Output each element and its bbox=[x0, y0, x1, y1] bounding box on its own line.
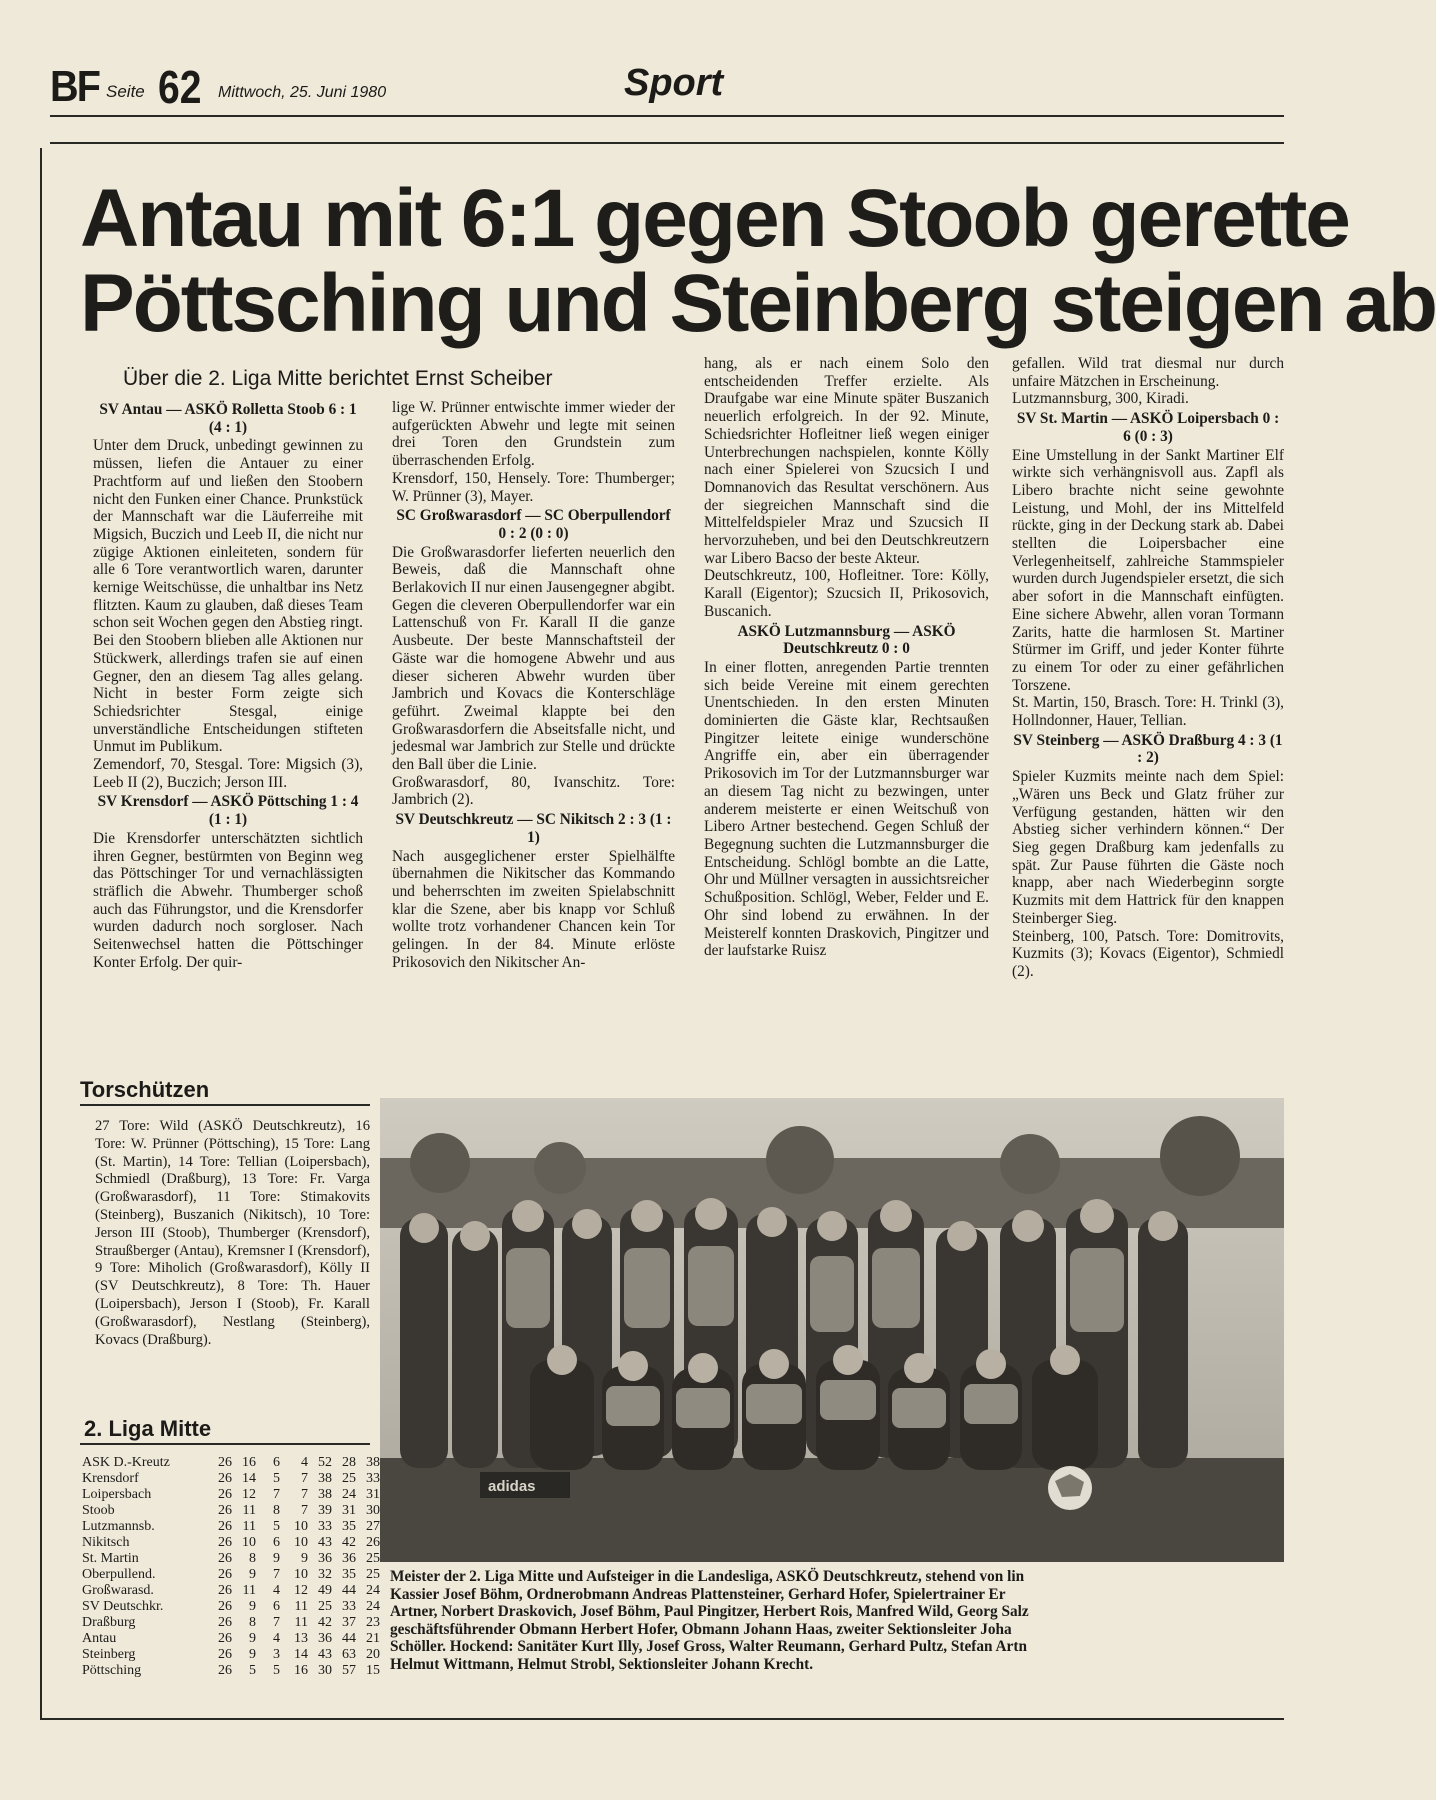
standings-value: 9 bbox=[301, 1551, 308, 1566]
standings-value: 26 bbox=[218, 1519, 232, 1534]
article-paragraph: Lutzmannsburg, 300, Kiradi. bbox=[1012, 390, 1189, 408]
standings-value: 8 bbox=[249, 1615, 256, 1630]
standings-value: 24 bbox=[342, 1487, 356, 1502]
team-name: SV Deutschkr. bbox=[82, 1599, 164, 1614]
standings-value: 26 bbox=[218, 1471, 232, 1486]
standings-value: 23 bbox=[366, 1615, 380, 1630]
article-paragraph: Großwarasdorf, 80, Ivanschitz. Tore: Jambrich (2). bbox=[392, 773, 675, 809]
team-name: Nikitsch bbox=[82, 1535, 130, 1550]
standings-value: 33 bbox=[366, 1471, 380, 1486]
standings-value: 25 bbox=[342, 1471, 356, 1486]
standings-row bbox=[82, 1487, 380, 1503]
standings-value: 4 bbox=[273, 1583, 280, 1598]
standings-row bbox=[82, 1599, 380, 1615]
standings-value: 36 bbox=[318, 1551, 332, 1566]
standings-value: 12 bbox=[294, 1583, 308, 1598]
newspaper-logo: BF bbox=[50, 62, 100, 111]
team-name: Draßburg bbox=[82, 1615, 136, 1630]
standings-value: 25 bbox=[366, 1551, 380, 1566]
standings-value: 26 bbox=[218, 1551, 232, 1566]
article-paragraph: Krensdorf, 150, Hensely. Tore: Thumberger; W. Prünner (3), Mayer. bbox=[392, 469, 675, 505]
standings-value: 10 bbox=[294, 1567, 308, 1582]
page-label: Seite bbox=[106, 82, 145, 101]
article-paragraph: Die Großwarasdorfer lieferten neuerlich den Beweis, daß die Mannschaft ohne Berlakovich II nur einen Jausengegner abgibt. Gegen die cleveren Oberpullendorfer war ein Lattenschuß von Fr. Karall II die ganze Ausbeute. Der beste Mannschaftsteil der Gäste war die homogene Abwehr und aus dieser sicheren Abwehr wurden über Jambrich und Kovacs die Konterschläge geführt. Zweimal klappte bei den Großwarasdorfern die Abseitsfalle nicht, und jedesmal war Jambrich zur Stelle und drückte den Ball über die Linie. bbox=[392, 543, 675, 774]
standings-row bbox=[82, 1647, 380, 1663]
masthead bbox=[50, 60, 1280, 116]
standings-value: 30 bbox=[366, 1503, 380, 1518]
team-name: ASK D.-Kreutz bbox=[82, 1455, 170, 1470]
standings-value: 42 bbox=[318, 1615, 332, 1630]
article-paragraph: Die Krensdorfer unterschätzten sichtlich ihren Gegner, bestürmten von Beginn weg das Pöttschinger Tor und vernachlässigten sträflich die Abwehr. Thumberger schoß auch das Führungstor, und die Krensdorfer wurden dadurch noch sorgloser. Nach Seitenwechsel hatten die Pöttschinger Konter Erfolg. Der quir- bbox=[93, 829, 363, 971]
standings-value: 52 bbox=[318, 1455, 332, 1470]
caption-line: geschäftsführender Obmann Herbert Hofer, Obmann Johann Haas, zweiter Sektionsleiter Joha bbox=[390, 1620, 1012, 1638]
standings-value: 9 bbox=[249, 1647, 256, 1662]
standings-value: 5 bbox=[273, 1471, 280, 1486]
standings-value: 26 bbox=[218, 1615, 232, 1630]
match-heading: SV Steinberg — ASKÖ Draßburg 4 : 3 (1 : 2) bbox=[1013, 731, 1283, 767]
standings-row bbox=[82, 1551, 380, 1567]
standings-row bbox=[82, 1631, 380, 1647]
standings-value: 42 bbox=[342, 1535, 356, 1550]
standings-value: 27 bbox=[366, 1519, 380, 1534]
article-paragraph: gefallen. Wild trat diesmal nur durch unfaire Mätzchen in Erscheinung. bbox=[1012, 355, 1284, 390]
standings-value: 26 bbox=[218, 1455, 232, 1470]
standings-value: 5 bbox=[249, 1663, 256, 1678]
standings-row bbox=[82, 1503, 380, 1519]
article-paragraph: In einer flotten, anregenden Partie trennten sich beide Vereine mit einem gerechten Unentschieden. In den ersten Minuten dominierten die Gäste klar, Rechtsaußen Pingitzer leitete einige wunderschöne Angriffe ein, aber ein überragender Prikosovich im Tor der Lutzmannsburger war an diesem Tag nicht zu bezwingen, unter anderem meisterte er einen Weitschuß von Libero Artner bestechend. Gegen Schluß der Begegnung suchten die Lutzmannsburger die Entscheidung. Schlögl bombte an die Latte, Ohr und Müllner versagten in aussichtsreicher Schußposition. Schlögl, Weber, Felder und E. Ohr sind lobend zu erwähnen. In der Meisterelf konnten Draskovich, Pingitzer und der laufstarke Ruisz bbox=[704, 658, 989, 960]
match-heading: SV St. Martin — ASKÖ Loipersbach 0 : 6 (0 : 3) bbox=[1016, 410, 1280, 445]
standings-value: 7 bbox=[301, 1471, 308, 1486]
standings-value: 24 bbox=[366, 1583, 380, 1598]
standings-row bbox=[82, 1567, 380, 1583]
standings-value: 26 bbox=[218, 1567, 232, 1582]
standings-value: 11 bbox=[242, 1503, 256, 1518]
standings-title: 2. Liga Mitte bbox=[84, 1416, 212, 1441]
standings-value: 13 bbox=[294, 1631, 308, 1646]
standings-table bbox=[82, 1455, 380, 1679]
caption-line: Artner, Norbert Draskovich, Josef Böhm, Paul Pingitzer, Herbert Rois, Manfred Wild, Georg Salz bbox=[390, 1603, 1029, 1621]
standings-value: 24 bbox=[366, 1599, 380, 1614]
standings-value: 4 bbox=[273, 1631, 280, 1646]
frame-left-rule bbox=[40, 148, 42, 1720]
standings-value: 32 bbox=[318, 1567, 332, 1582]
team-name: Großwarasd. bbox=[82, 1583, 154, 1598]
standings-value: 12 bbox=[242, 1487, 256, 1502]
standings-value: 5 bbox=[273, 1663, 280, 1678]
standings-value: 8 bbox=[273, 1503, 280, 1518]
standings-rule bbox=[80, 1443, 370, 1445]
standings-value: 31 bbox=[342, 1503, 356, 1518]
standings-value: 35 bbox=[342, 1567, 356, 1582]
standings-value: 25 bbox=[318, 1599, 332, 1614]
masthead-rule bbox=[50, 115, 1284, 117]
standings-value: 38 bbox=[318, 1487, 332, 1502]
team-name: Stoob bbox=[82, 1503, 115, 1518]
standings-value: 11 bbox=[294, 1599, 308, 1614]
standings-value: 43 bbox=[318, 1535, 332, 1550]
standings-value: 14 bbox=[294, 1647, 308, 1662]
match-heading: SV Antau — ASKÖ Rolletta Stoob 6 : 1 (4 : 1) bbox=[99, 401, 357, 436]
frame-bottom-rule bbox=[40, 1718, 1284, 1720]
standings-value: 25 bbox=[366, 1567, 380, 1582]
article-paragraph: hang, als er nach einem Solo den entscheidenden Treffer erzielte. Als Draufgabe war eine Minute später Buszanich neuerlich erfolgreich. In der 92. Minute, Schiedsrichter Hofleitner ließ wegen einiger Unterbrechungen nachspielen, konnte Kölly nach einer Spielerei von Szucsich I und Domnanovich das Resultat verschönern. Aus der siegreichen Mannschaft sind die Mittelfeldspieler Mraz und Szucsich II hervorzuheben, und bei den Deutschkreutzern war Libero Bacso der beste Akteur. bbox=[704, 355, 989, 567]
byline: Über die 2. Liga Mitte berichtet Ernst Scheiber bbox=[123, 367, 553, 390]
section-title: Sport bbox=[624, 62, 724, 104]
team-name: Steinberg bbox=[82, 1647, 136, 1662]
scorers-list: 27 Tore: Wild (ASKÖ Deutschkreutz), 16 Tore: W. Prünner (Pöttsching), 15 Tore: Lang (St. Martin), 14 Tore: Tellian (Loipersbach), Schmiedl (Draßburg), 13 Tore: Fr. Varga (Großwarasdorf), 11 Tore: Stimakovits (Steinberg), Buszanich (Nikitsch), 10 Tore: Jerson III (Stoob), Thumberger (Krensdorf), Straußberger (Antau), Kremsner I (Krensdorf), 9 Tore: Miholich (Großwarasdorf), Kölly II (SV Deutschkreutz), 8 Tore: Th. Hauer (Loipersbach), Jerson I (Stoob), Fr. Karall (Großwarasdorf), Nestlang (Steinberg), Kovacs (Draßburg). bbox=[95, 1118, 370, 1348]
standings-value: 10 bbox=[294, 1519, 308, 1534]
photo-caption bbox=[390, 1568, 1284, 1674]
standings-row bbox=[82, 1535, 380, 1551]
caption-line: Meister der 2. Liga Mitte und Aufsteiger in die Landesliga, ASKÖ Deutschkreutz, stehend von lin bbox=[390, 1568, 1025, 1585]
standings-value: 14 bbox=[242, 1471, 256, 1486]
bag-logo-text: adidas bbox=[488, 1478, 536, 1495]
article-paragraph: Spieler Kuzmits meinte nach dem Spiel: „Wären uns Beck und Glatz früher zur Verfügung gestanden, hätten wir den Abstieg sicher verhindern können.“ Der Sieg gegen Draßburg kam jedenfalls zu spät. Zur Pause führten die Gäste noch knapp, aber nach Wiederbeginn sorgte Kuzmits mit dem Hattrick für den knappen Steinberger Sieg. bbox=[1012, 768, 1284, 927]
standings-value: 33 bbox=[318, 1519, 332, 1534]
caption-line: Helmut Wittmann, Helmut Strobl, Sektionsleiter Johann Krecht. bbox=[390, 1655, 814, 1673]
article-column-2 bbox=[392, 399, 675, 1071]
standings-value: 43 bbox=[318, 1647, 332, 1662]
team-name: Lutzmannsb. bbox=[82, 1519, 155, 1534]
standings-value: 36 bbox=[342, 1551, 356, 1566]
team-photo bbox=[380, 1098, 1284, 1562]
standings-value: 3 bbox=[273, 1647, 280, 1662]
standings-value: 38 bbox=[318, 1471, 332, 1486]
standings-value: 44 bbox=[342, 1583, 356, 1598]
team-name: Oberpullend. bbox=[82, 1567, 156, 1582]
frame-top-rule bbox=[50, 142, 1284, 144]
match-heading: SV Deutschkreutz — SC Nikitsch 2 : 3 (1 : 1) bbox=[395, 811, 672, 846]
standings-value: 31 bbox=[366, 1487, 380, 1502]
standings-value: 10 bbox=[242, 1535, 256, 1550]
standings-value: 7 bbox=[301, 1503, 308, 1518]
standings-value: 36 bbox=[318, 1631, 332, 1646]
scorers-rule bbox=[80, 1104, 370, 1106]
standings-value: 33 bbox=[342, 1599, 356, 1614]
standings-value: 26 bbox=[218, 1663, 232, 1678]
standings-value: 9 bbox=[249, 1631, 256, 1646]
article-paragraph: Zemendorf, 70, Stesgal. Tore: Migsich (3), Leeb II (2), Buczich; Jerson III. bbox=[93, 756, 363, 791]
standings-value: 6 bbox=[273, 1455, 280, 1470]
article-paragraph: Unter dem Druck, unbedingt gewinnen zu müssen, liefen die Antauer zu einer Prachtform auf und ließen den Stoobern nicht den Funken einer Chance. Prunkstück der Mannschaft war die Läuferreihe mit Migsich, Buczich und Leeb II, die nicht nur zügige Aktionen einleiteten, sondern für alle 6 Tore verantwortlich waren, darunter kernige Weitschüsse, die unhaltbar ins Netz flitzten. Kaum zu glauben, daß dieses Team schon seit Wochen gegen den Abstieg ringt. Bei den Stoobern blieben alle Aktionen nur Stückwerk, allerdings trafen sie auf einen Gegner, den an diesem Tag alles gelang. Nicht in bester Form zeigte sich Schiedsrichter Stesgal, einige unverständliche Entscheidungen stifteten Unmut im Publikum. bbox=[93, 437, 363, 756]
standings-value: 5 bbox=[273, 1519, 280, 1534]
standings-row bbox=[82, 1663, 380, 1679]
match-heading: SV Krensdorf — ASKÖ Pöttsching 1 : 4 (1 : 1) bbox=[97, 793, 359, 829]
issue-date: Mittwoch, 25. Juni 1980 bbox=[218, 84, 387, 101]
article-paragraph: St. Martin, 150, Brasch. Tore: H. Trinkl (3), Hollndonner, Hauer, Tellian. bbox=[1012, 694, 1284, 730]
standings-value: 26 bbox=[218, 1647, 232, 1662]
article-column-3 bbox=[704, 355, 989, 1071]
headline-line-1: Antau mit 6:1 gegen Stoob gerette bbox=[80, 173, 1349, 264]
standings-value: 26 bbox=[218, 1599, 232, 1614]
standings-value: 7 bbox=[273, 1487, 280, 1502]
standings-value: 35 bbox=[342, 1519, 356, 1534]
standings-value: 11 bbox=[242, 1583, 256, 1598]
standings-row bbox=[82, 1519, 380, 1535]
standings-value: 63 bbox=[342, 1647, 356, 1662]
standings-value: 9 bbox=[249, 1567, 256, 1582]
standings-value: 7 bbox=[273, 1615, 280, 1630]
standings-value: 44 bbox=[342, 1631, 356, 1646]
standings-value: 49 bbox=[318, 1583, 332, 1598]
caption-line: Kassier Josef Böhm, Ordnerobmann Andreas Plattensteiner, Gerhard Hofer, Spielertrainer Er bbox=[390, 1585, 1006, 1603]
team-photo-image bbox=[380, 1098, 1284, 1562]
standings-row bbox=[82, 1455, 380, 1471]
standings-value: 26 bbox=[218, 1631, 232, 1646]
standings-value: 6 bbox=[273, 1535, 280, 1550]
team-name: St. Martin bbox=[82, 1551, 139, 1566]
standings-value: 26 bbox=[218, 1583, 232, 1598]
standings-value: 16 bbox=[242, 1455, 256, 1470]
article-paragraph: Nach ausgeglichener erster Spielhälfte übernahmen die Nikitscher das Kommando und beherrschten im zweiten Spielabschnitt klar die Szene, aber bis knapp vor Schluß wollte trotz vorhandener Chancen kein Tor gelingen. In der 84. Minute erlöste Prikosovich den Nikitscher An- bbox=[392, 847, 675, 971]
standings-value: 11 bbox=[242, 1519, 256, 1534]
scorers-title: Torschützen bbox=[80, 1077, 210, 1102]
article-paragraph: Deutschkreutz, 100, Hofleitner. Tore: Kölly, Karall (Eigentor); Szucsich II, Prikosovich, Buscanich. bbox=[704, 567, 989, 620]
standings-value: 9 bbox=[249, 1599, 256, 1614]
standings-value: 6 bbox=[273, 1599, 280, 1614]
standings-value: 7 bbox=[273, 1567, 280, 1582]
standings-value: 7 bbox=[301, 1487, 308, 1502]
standings-row bbox=[82, 1615, 380, 1631]
standings-value: 38 bbox=[366, 1455, 380, 1470]
standings-value: 9 bbox=[273, 1551, 280, 1566]
article-column-1 bbox=[93, 399, 363, 1071]
standings-value: 30 bbox=[318, 1663, 332, 1678]
article-paragraph: Steinberg, 100, Patsch. Tore: Domitrovits, Kuzmits (3); Kovacs (Eigentor), Schmiedl (2). bbox=[1012, 927, 1284, 980]
match-heading: SC Großwarasdorf — SC Oberpullendorf 0 : 2 (0 : 0) bbox=[396, 507, 671, 542]
team-name: Loipersbach bbox=[82, 1487, 152, 1502]
caption-line: Schöller. Hockend: Sanitäter Kurt Illy, Josef Gross, Walter Reumann, Gerhard Pultz, Stefan Artn bbox=[390, 1638, 1027, 1656]
team-name: Antau bbox=[82, 1631, 117, 1646]
standings-value: 37 bbox=[342, 1615, 356, 1630]
standings-value: 28 bbox=[342, 1455, 356, 1470]
standings-value: 26 bbox=[218, 1535, 232, 1550]
standings-value: 10 bbox=[294, 1535, 308, 1550]
standings-value: 20 bbox=[366, 1647, 380, 1662]
standings-row bbox=[82, 1583, 380, 1599]
article-column-4 bbox=[1012, 355, 1284, 1075]
standings-value: 8 bbox=[249, 1551, 256, 1566]
standings-value: 39 bbox=[318, 1503, 332, 1518]
standings-value: 26 bbox=[218, 1503, 232, 1518]
standings-value: 11 bbox=[294, 1615, 308, 1630]
standings-value: 21 bbox=[366, 1631, 380, 1646]
team-name: Pöttsching bbox=[82, 1663, 142, 1678]
standings-value: 26 bbox=[366, 1535, 380, 1550]
standings-row bbox=[82, 1471, 380, 1487]
standings-value: 26 bbox=[218, 1487, 232, 1502]
article-paragraph: Eine Umstellung in der Sankt Martiner Elf wirkte sich verhängnisvoll aus. Zapfl als Libero brachte nicht seine gewohnte Leistung, und Mohl, der ins Mittelfeld rückte, ging in der Deckung stark ab. Dabei stellten die Loipersbacher eine Verlegenheitself, zahlreiche Stammspieler wurden durch Jugendspieler ersetzt, die sich aber sofort in die Mannschaft einfügten. Eine sichere Abwehr, allen voran Tormann Zarits, hatte die harmlosen St. Martiner Stürmer im Griff, und jeder Konter führte zu einem Tor oder zu einer gefährlichen Torszene. bbox=[1012, 446, 1284, 694]
standings-value: 4 bbox=[301, 1455, 308, 1470]
match-heading: ASKÖ Lutzmannsburg — ASKÖ Deutschkreutz 0 : 0 bbox=[737, 622, 956, 658]
team-name: Krensdorf bbox=[82, 1471, 139, 1486]
headline-line-2: Pöttsching und Steinberg steigen ab bbox=[80, 258, 1436, 349]
page-number: 62 bbox=[158, 61, 202, 113]
standings-value: 15 bbox=[366, 1663, 380, 1678]
article-paragraph: lige W. Prünner entwischte immer wieder der aufgerückten Abwehr und legte mit seinen drei Toren den Grundstein zum überraschenden Erfolg. bbox=[392, 399, 675, 470]
standings-value: 16 bbox=[294, 1663, 308, 1678]
standings-value: 57 bbox=[342, 1663, 356, 1678]
